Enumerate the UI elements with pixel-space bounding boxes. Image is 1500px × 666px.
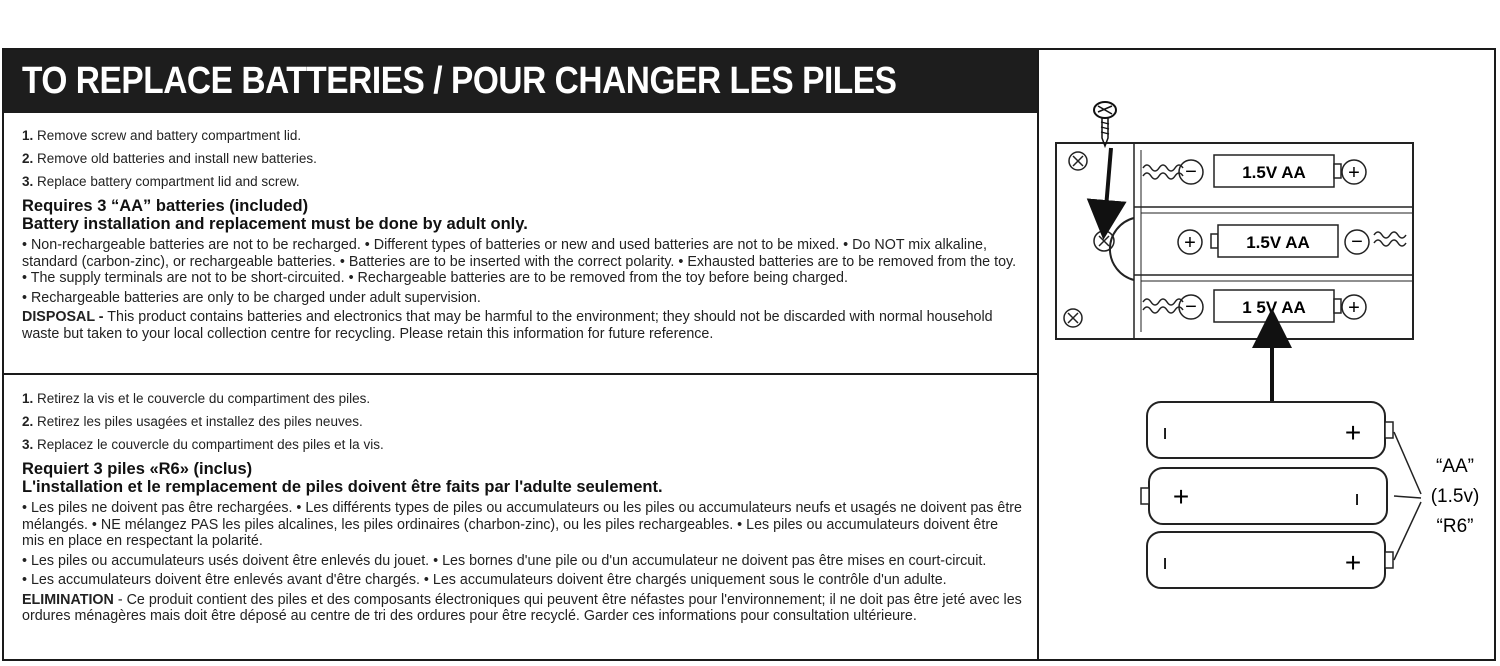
battery-aa	[1147, 402, 1393, 458]
step-2-en: 2. Remove old batteries and install new batteries.	[22, 151, 317, 166]
svg-text:1.5V AA: 1.5V AA	[1246, 233, 1310, 252]
svg-text:−: −	[1185, 161, 1197, 183]
page-title: TO REPLACE BATTERIES / POUR CHANGER LES PILES	[4, 50, 1037, 113]
warnings-fr-3: • Les accumulateurs doivent être enlevés avant d'être chargés. • Les accumulateurs doivent être chargés uniquement sous le contrôle d'un adulte.	[22, 572, 947, 588]
battery-aa	[1141, 468, 1387, 524]
battery-instructions-panel	[2, 48, 1496, 661]
step-2-fr: 2. Retirez les piles usagées et installez des piles neuves.	[22, 414, 363, 429]
instructions-column	[4, 50, 1039, 659]
compartment-battery-2	[1178, 225, 1369, 257]
spring-icon	[1143, 165, 1183, 179]
svg-text:ı: ı	[1162, 552, 1168, 574]
disposal-fr: ELIMINATION - Ce produit contient des piles et des composants électroniques qui peuvent être néfastes pour l'environnement; il ne doit pas être jeté avec les ordures ménagères mais doit être déposé au centre de tri des ordures pour être recyclé. Garder ces informations pour consultation ultérieure.	[22, 591, 1022, 624]
adult-only-heading-en: Battery installation and replacement must be done by adult only.	[22, 215, 528, 233]
insert-screw-arrow	[1105, 148, 1111, 220]
svg-text:−: −	[1185, 296, 1197, 318]
compartment-battery-1	[1179, 155, 1366, 187]
svg-text:1 5V AA: 1 5V AA	[1242, 298, 1306, 317]
disposal-en: DISPOSAL - This product contains batteries and electronics that may be harmful to the environment; they should not be discarded with normal household waste but taken to your local collection centre for recycling. Please retain this information for future reference.	[22, 309, 993, 342]
svg-text:+: +	[1172, 481, 1190, 512]
adult-only-heading-fr: L'installation et le remplacement de piles doivent être faits par l'adulte seulement.	[22, 478, 663, 496]
requires-heading-fr: Requiert 3 piles «R6» (inclus)	[22, 460, 253, 478]
warnings-en-1: • Non-rechargeable batteries are not to be recharged. • Different types of batteries or new and used batteries are not to be mixed. • Do NOT mix alkaline, standard (carbon-zinc), or rechargeable batteries. • Batteries are to be inserted with the correct polarity. • Exhausted batteries are to be removed from the toy. • The supply terminals are not to be short-circuited. • Rechargeable batteries are to be removed from the toy before being charged.	[22, 237, 1017, 286]
battery-type-aa: “AA”	[1436, 456, 1474, 477]
warnings-fr-1: • Les piles ne doivent pas être rechargées. • Les différents types de piles ou accumulateurs ou les piles ou accumulateurs neufs et usagés ne doivent pas être mélangés. • NE mélangez PAS les piles alcalines, les piles ordinaires (charbon-zinc), ou les piles rechargeables. • Les piles ou accumulateurs doivent être mis en place en respectant la polarité.	[22, 500, 1023, 549]
screw-icon	[1064, 309, 1082, 327]
battery-diagram-svg	[1039, 50, 1494, 661]
svg-text:+: +	[1348, 297, 1360, 319]
svg-text:ı: ı	[1354, 488, 1360, 510]
spring-icon	[1374, 232, 1406, 246]
warnings-fr-2: • Les piles ou accumulateurs usés doivent être enlevés du jouet. • Les bornes d'une pile ou d'un accumulateur ne doivent pas être mises en court-circuit.	[22, 552, 987, 569]
step-3-fr: 3. Replacez le couvercle du compartiment des piles et la vis.	[22, 437, 384, 452]
svg-text:ı: ı	[1162, 422, 1168, 444]
battery-type-r6: “R6”	[1436, 516, 1474, 537]
requires-heading-en: Requires 3 “AA” batteries (included)	[22, 197, 309, 215]
english-section	[4, 113, 1037, 375]
step-1-en: 1. Remove screw and battery compartment lid.	[22, 128, 302, 143]
screw-icon	[1094, 102, 1116, 146]
battery-voltage: (1.5v)	[1430, 486, 1480, 507]
svg-text:+: +	[1184, 232, 1196, 254]
svg-text:+: +	[1344, 417, 1362, 448]
svg-text:1.5V AA: 1.5V AA	[1242, 163, 1306, 182]
svg-text:+: +	[1348, 162, 1360, 184]
warnings-en-2: • Rechargeable batteries are only to be charged under adult supervision.	[22, 289, 481, 306]
french-section	[4, 375, 1037, 661]
step-3-en: 3. Replace battery compartment lid and screw.	[22, 174, 300, 189]
battery-aa	[1147, 532, 1393, 588]
step-1-fr: 1. Retirez la vis et le couvercle du compartiment des piles.	[22, 391, 371, 406]
svg-text:+: +	[1344, 547, 1362, 578]
compartment-battery-3	[1179, 290, 1366, 322]
spring-icon	[1143, 299, 1183, 313]
battery-diagram	[1039, 50, 1494, 659]
screw-icon	[1069, 152, 1087, 170]
svg-text:−: −	[1351, 231, 1363, 253]
